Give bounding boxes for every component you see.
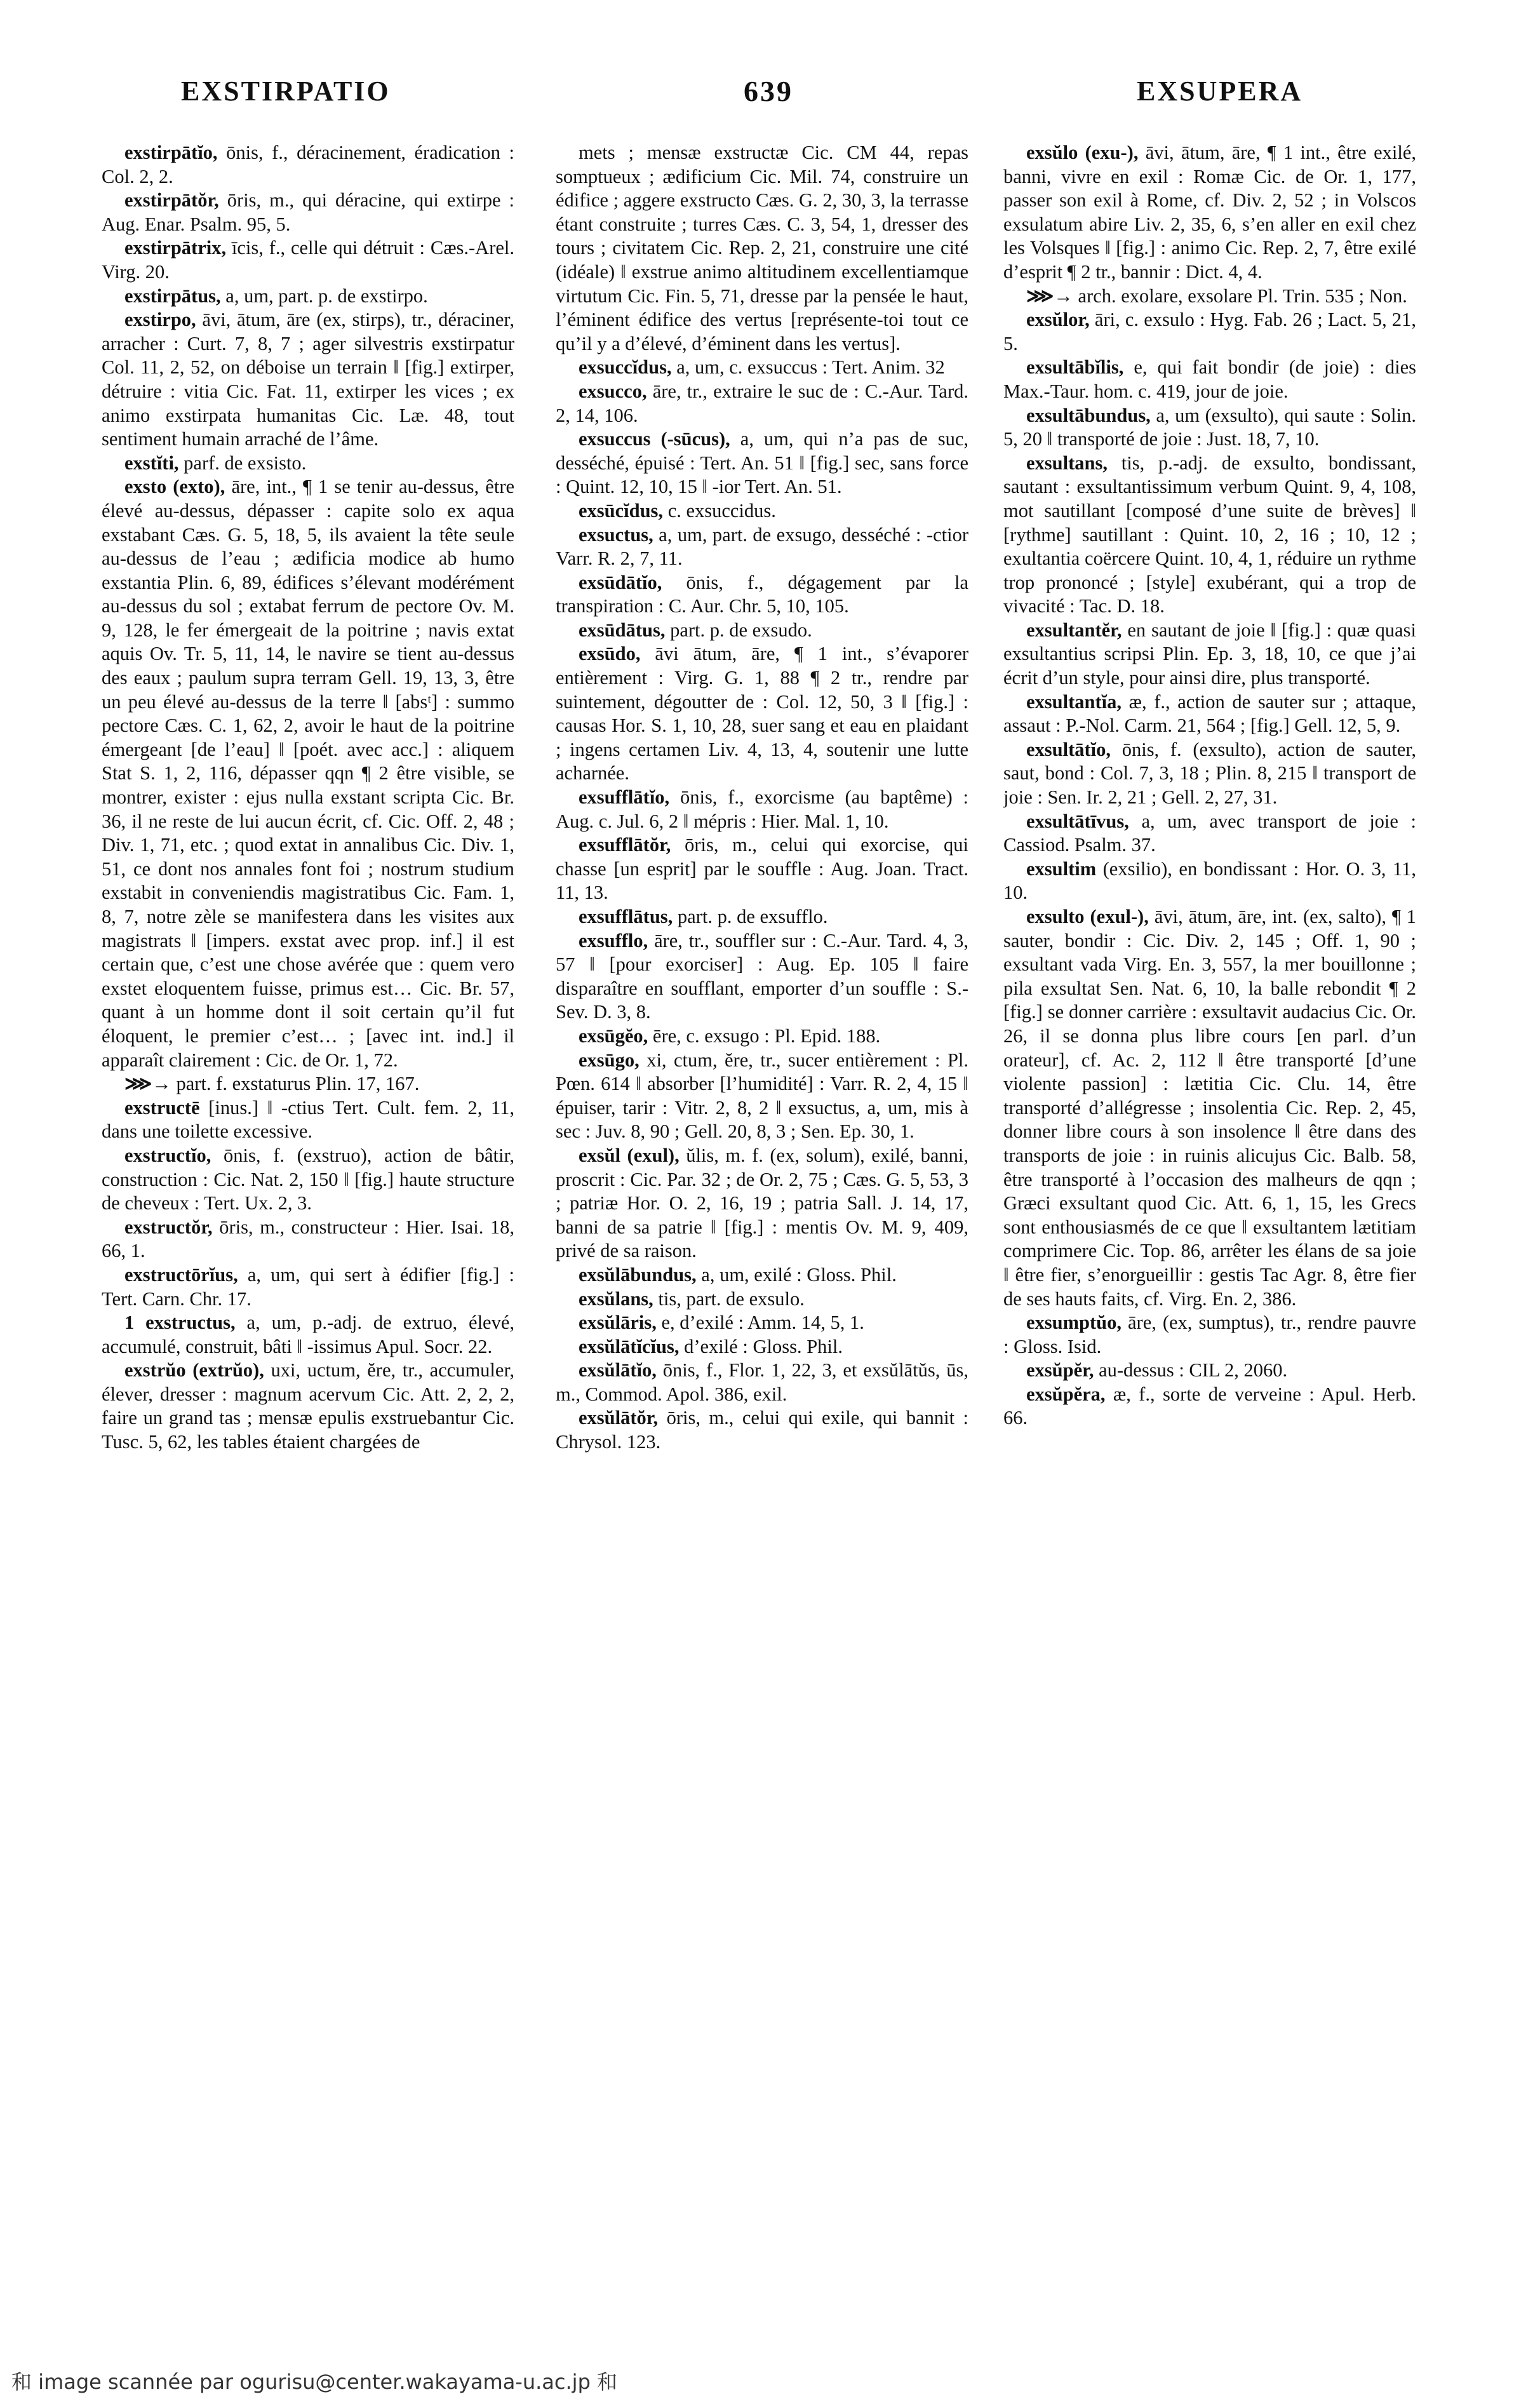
dictionary-entry <box>1003 356 1416 403</box>
entry-definition: āri, c. exsulo : Hyg. Fab. 26 ; Lact. 5, 21, 5. <box>1003 309 1416 354</box>
entry-definition: ōnis, f. (exstruo), action de bâtir, construction : Cic. Nat. 2, 150 ‖ [fig.] haute structure de cheveux : Tert. Ux. 2, 3. <box>102 1144 514 1214</box>
dictionary-entry <box>1003 452 1416 619</box>
entry-definition: ēre, c. exsugo : Pl. Epid. 188. <box>652 1025 881 1047</box>
entry-headword: exsŭlo (exu-), <box>1026 142 1139 163</box>
entry-definition: āre, tr., souffler sur : C.-Aur. Tard. 4, 3, 57 ‖ [pour exorciser] : Aug. Ep. 105 ‖ faire disparaître en soufflant, emporter d’un souffle : S.-Sev. D. 3, 8. <box>556 929 968 1023</box>
dictionary-entry <box>556 1144 968 1263</box>
entry-headword: exsultātīvus, <box>1026 810 1129 832</box>
dictionary-entry <box>102 285 514 309</box>
dictionary-entry <box>1003 141 1416 285</box>
dictionary-entry <box>556 523 968 571</box>
entry-headword: exsultantĕr, <box>1026 619 1122 641</box>
entry-definition: a, um, part. p. de exstirpo. <box>225 285 428 307</box>
entry-definition: a, um, exilé : Gloss. Phil. <box>701 1263 897 1286</box>
entry-definition: ōris, m., qui déracine, qui extirpe : Aug. Enar. Psalm. 95, 5. <box>102 189 514 235</box>
entry-headword: exsŭlātĭo, <box>579 1359 657 1381</box>
entry-headword: exsŭlātĭcĭus, <box>579 1335 680 1357</box>
entry-definition: xi, ctum, ĕre, tr., sucer entièrement : Pl. Pœn. 614 ‖ absorber [l’humidité] : Varr. R. 2, 4, 15 ‖ épuiser, tarir : Vitr. 2, 8, 2 ‖ exsuctus, a, um, mis à sec : Juv. 8, 90 ; Gell. 20, 8, 3 ; Sen. Ep. 30, 1. <box>556 1049 968 1143</box>
dictionary-entry <box>1003 404 1416 452</box>
entry-definition: a, um, p.-adj. de extruo, élevé, accumulé, construit, bâti ‖ -issimus Apul. Socr. 22. <box>102 1312 514 1357</box>
dictionary-entry <box>1003 857 1416 905</box>
entry-headword: exsufflātĭo, <box>579 786 670 809</box>
dictionary-entry <box>556 1359 968 1406</box>
entry-definition: ōris, m., constructeur : Hier. Isai. 18, 66, 1. <box>102 1216 514 1262</box>
dictionary-entry <box>102 1096 514 1144</box>
dictionary-entry <box>556 619 968 643</box>
entry-definition: ōnis, f., Flor. 1, 22, 3, et exsŭlātŭs, ūs, m., Commod. Apol. 386, exil. <box>556 1359 968 1405</box>
dictionary-entry <box>1003 619 1416 690</box>
entry-definition: īcis, f., celle qui détruit : Cæs.-Arel. Virg. 20. <box>102 237 514 283</box>
dictionary-entry <box>102 1359 514 1454</box>
entry-definition: parf. de exsisto. <box>184 452 307 474</box>
column-1 <box>102 141 514 2358</box>
entry-headword: exstructōrĭus, <box>124 1263 238 1286</box>
dictionary-entry <box>102 236 514 284</box>
dictionary-entry <box>556 356 968 380</box>
entry-definition: āvi, ātum, āre (ex, stirps), tr., déraciner, arracher : Curt. 7, 8, 7 ; ager silvestris exstirpatur Col. 11, 2, 52, on déboise un terrain ‖ [fig.] extirper, détruire : vitia Cic. Fat. 11, extirper les vices ; ex animo exstirpata humanitas Cic. Læ. 48, tout sentiment humain arraché de l’âme. <box>102 309 514 450</box>
entry-headword: exstrŭo (extrŭo), <box>124 1359 264 1381</box>
entry-headword: exsufflātŏr, <box>579 834 671 856</box>
entry-definition: a, um, avec transport de joie : Cassiod. Psalm. 37. <box>1003 810 1416 856</box>
dictionary-entry <box>556 1311 968 1335</box>
entry-definition: d’exilé : Gloss. Phil. <box>684 1335 843 1357</box>
entry-definition: ōris, m., celui qui exile, qui bannit : Chrysol. 123. <box>556 1407 968 1453</box>
entry-headword: exsuccĭdus, <box>579 356 672 379</box>
entry-definition: ōnis, f., dégagement par la transpiration : C. Aur. Chr. 5, 10, 105. <box>556 571 968 617</box>
dictionary-entry <box>556 571 968 619</box>
dictionary-entry <box>102 308 514 452</box>
entry-headword: exsulto (exul-), <box>1026 906 1149 927</box>
entry-headword: 1 exstructus, <box>124 1312 236 1334</box>
entry-definition: ōnis, f. (exsulto), action de sauter, saut, bond : Col. 7, 3, 18 ; Plin. 8, 215 ‖ transport de joie : Sen. Ir. 2, 21 ; Gell. 2, 27, 31. <box>1003 738 1416 809</box>
entry-definition: āvi, ātum, āre, int. (ex, salto), ¶ 1 sauter, bondir : Cic. Div. 2, 145 ; Off. 1, 90 ; exsultant vada Virg. En. 3, 557, la mer bouillonne ; pila exsultat Sen. Nat. 6, 10, la balle rebondit ¶ 2 [fig.] se donner carrière : exsultavit audacius Cic. Or. 26, il se donna plus libre cours [en parl. d’un orateur], cf. Ac. 2, 112 ‖ être transporté [d’une violente passion] : lætitia Cic. Clu. 14, être transporté d’allégresse ; insolentia Cic. Rep. 2, 45, donner libre cours à son insolence ‖ être dans des transports de joie : in ruinis alicujus Cic. Balb. 58, être transporté à l’occasion des malheurs de qqn ; Græci exsultant quod Cic. Att. 6, 1, 15, les Grecs sont enthousiasmés de ce que ‖ exsultantem lætitiam comprimere Cic. Top. 86, arrêter les élans de sa joie ‖ être fier, s’enorgueillir : gestis Tac Agr. 8, être fier de ses hauts faits, cf. Virg. En. 2, 386. <box>1003 906 1416 1310</box>
entry-headword: exstĭti, <box>124 452 179 474</box>
dictionary-entry <box>556 1335 968 1359</box>
entry-definition: e, d’exilé : Amm. 14, 5, 1. <box>661 1312 864 1334</box>
entry-definition: a, um (exsulto), qui saute : Solin. 5, 20 ‖ transporté de joie : Just. 18, 7, 10. <box>1003 404 1416 450</box>
dictionary-entry <box>556 1406 968 1454</box>
dictionary-entry <box>102 1311 514 1359</box>
entry-headword: exsumptŭo, <box>1026 1312 1122 1334</box>
entry-headword: exsūgĕo, <box>579 1025 648 1047</box>
entry-headword: exstructŏr, <box>124 1216 213 1238</box>
column-3 <box>1003 141 1416 2358</box>
entry-definition: āre, int., ¶ 1 se tenir au-dessus, être élevé au-dessus, dépasser : capite solo ex aqua exstabant Cæs. G. 5, 18, 5, ils avaient la tête seule au-dessus de l’eau ; ædificia modice ab humo exstantia Plin. 6, 89, édifices s’élevant modérément au-dessus du sol ; extabat ferrum de pectore Ov. M. 9, 128, le fer émergeait de la poitrine ; navis extat aquis Ov. Tr. 5, 11, 14, le navire se tient au-dessus des eaux ; paulum supra terram Gell. 19, 13, 3, être un peu élevé au-dessus de la terre ‖ [absᵗ] : summo pectore Cæs. C. 1, 62, 2, avoir le haut de la poitrine émergeant [de l’eau] ‖ [poét. avec acc.] : aliquem Stat S. 1, 2, 116, dépasser qqn ¶ 2 être visible, se montrer, exister : ejus nulla exstant scripta Cic. Br. 36, il ne reste de lui aucun écrit, cf. Cic. Off. 2, 48 ; Div. 1, 71, etc. ; quod extat in annalibus Cic. Div. 1, 51, ce dont nos annales font foi ; nostrum studium exstabit in conveniendis magistratibus Cic. Fam. 1, 8, 7, notre zèle se manifestera dans les visites aux magistrats ‖ [impers. exstat avec prop. inf.] il est certain que, c’est une chose avérée que : quem vero exstet eloquentem fuisse, primus est… Cic. Br. 57, quant à un homme dont il soit certain qu’il fut éloquent, le premier c’est… ; [avec int. ind.] il apparaît clairement : Cic. de Or. 1, 72. <box>102 476 514 1071</box>
entry-headword: exsuccus (-sūcus), <box>579 428 730 450</box>
dictionary-entry <box>556 1049 968 1144</box>
dictionary-entry <box>556 642 968 786</box>
entry-headword: exsŭlans, <box>579 1287 653 1310</box>
dictionary-entry <box>1003 905 1416 1311</box>
entry-definition: a, um, part. de exsugo, desséché : -ctior Varr. R. 2, 7, 11. <box>556 523 968 570</box>
entry-headword: exsūgo, <box>579 1049 639 1071</box>
dictionary-entry <box>102 452 514 476</box>
page-number: 639 <box>744 75 793 107</box>
entry-headword: exsuctus, <box>579 523 653 546</box>
dictionary-entry <box>102 1216 514 1263</box>
dictionary-entry <box>1003 1359 1416 1383</box>
entry-headword: exsufflo, <box>579 929 648 951</box>
entry-definition: āvi ātum, āre, ¶ 1 int., s’évaporer entièrement : Virg. G. 1, 88 ¶ 2 tr., rendre par suintement, dégoutter de : Col. 12, 50, 3 ‖ [fig.] : causas Hor. S. 1, 10, 28, suer sang et eau en plaidant ; ingens certamen Liv. 4, 13, 4, soutenir une lutte acharnée. <box>556 643 968 784</box>
entry-headword: exsŭlābundus, <box>579 1263 697 1286</box>
entry-headword: exsucco, <box>579 380 647 402</box>
dictionary-entry <box>102 141 514 189</box>
entry-headword: exsultantĭa, <box>1026 690 1122 713</box>
entry-headword: exsūdātus, <box>579 619 666 641</box>
dictionary-entry <box>556 786 968 833</box>
dictionary-entry <box>556 380 968 427</box>
dictionary-entry <box>1003 285 1416 309</box>
dictionary-entry <box>102 1072 514 1096</box>
column-2 <box>556 141 968 2358</box>
entry-headword: exsultātĭo, <box>1026 738 1111 760</box>
entry-definition: āre, (ex, sumptus), tr., rendre pauvre : Gloss. Isid. <box>1003 1312 1416 1357</box>
entry-definition: part. f. exstaturus Plin. 17, 167. <box>176 1073 420 1095</box>
entry-headword: exstirpātrix, <box>124 237 227 259</box>
dictionary-entry <box>1003 1311 1416 1359</box>
entry-headword: ⋙→ <box>124 1073 171 1095</box>
entry-definition: e, qui fait bondir (de joie) : dies Max.-Taur. hom. c. 419, jour de joie. <box>1003 356 1416 402</box>
dictionary-entry <box>556 499 968 523</box>
entry-headword: exsultābĭlis, <box>1026 356 1124 379</box>
entry-definition: ōnis, f., exorcisme (au baptême) : Aug. c. Jul. 6, 2 ‖ mépris : Hier. Mal. 1, 10. <box>556 786 968 832</box>
entry-headword: exstirpātus, <box>124 285 221 307</box>
entry-definition: mets ; mensæ exstructæ Cic. CM 44, repas somptueux ; ædificium Cic. Mil. 74, construire un édifice ; aggere exstructo Cæs. G. 2, 30, 3, la terrasse étant construite ; turres Cæs. C. 3, 54, 1, dresser des tours ; civitatem Cic. Rep. 2, 21, construire une cité (idéale) ‖ exstrue animo altitudinem excellentiamque virtutum Cic. Fin. 5, 71, dresse par la pensée le haut, l’éminent édifice des vertus [représente-toi tout ce qu’il y a d’élevé, d’éminent dans les vertus]. <box>556 142 968 354</box>
scan-credit-footer: 和 image scannée par ogurisu@center.wakayama-u.ac.jp 和 <box>11 2370 618 2394</box>
dictionary-entry <box>1003 810 1416 857</box>
entry-headword: ⋙→ <box>1026 285 1073 307</box>
entry-definition: a, um, qui n’a pas de suc, desséché, épuisé : Tert. An. 51 ‖ [fig.] sec, sans force : Quint. 12, 10, 15 ‖ -ior Tert. An. 51. <box>556 428 968 498</box>
entry-headword: exstructē <box>124 1096 200 1119</box>
entry-definition: part. p. de exsudo. <box>670 619 812 641</box>
entry-definition: en sautant de joie ‖ [fig.] : quæ quasi exsultantius scripsi Plin. Ep. 3, 18, 10, ce que j’ai écrit d’un style, pour ainsi dire, plus transporté. <box>1003 619 1416 689</box>
entry-definition: ŭlis, m. f. (ex, solum), exilé, banni, proscrit : Cic. Par. 32 ; de Or. 2, 75 ; Cæs. G. 5, 53, 3 ; patriæ Hor. O. 2, 16, 19 ; patria Sall. J. 14, 17, banni de sa patrie ‖ [fig.] : mentis Ov. M. 9, 409, privé de sa raison. <box>556 1144 968 1262</box>
dictionary-entry <box>102 1263 514 1311</box>
dictionary-entry <box>556 141 968 356</box>
entry-headword: exsultābundus, <box>1026 404 1151 426</box>
dictionary-entry <box>102 475 514 1072</box>
entry-definition: part. p. de exsufflo. <box>677 906 828 927</box>
entry-headword: exstirpo, <box>124 309 196 331</box>
entry-definition: c. exsuccidus. <box>667 499 776 521</box>
dictionary-entry <box>556 929 968 1025</box>
dictionary-entry <box>556 1263 968 1287</box>
dictionary-entry <box>556 1025 968 1049</box>
entry-headword: exstirpātĭo, <box>124 142 218 163</box>
entry-definition: a, um, qui sert à édifier [fig.] : Tert. Carn. Chr. 17. <box>102 1263 514 1310</box>
dictionary-entry <box>556 833 968 905</box>
entry-headword: exsultim <box>1026 857 1097 880</box>
entry-definition: ōnis, f., déracinement, éradication : Col. 2, 2. <box>102 142 514 187</box>
dictionary-entry <box>556 1287 968 1312</box>
dictionary-entry <box>1003 690 1416 738</box>
running-head-right: EXSUPERA <box>1137 76 1303 107</box>
entry-headword: exsūdo, <box>579 643 641 665</box>
entry-headword: exsūcĭdus, <box>579 499 664 521</box>
entry-definition: āre, tr., extraire le suc de : C.-Aur. Tard. 2, 14, 106. <box>556 380 968 426</box>
running-head-left: EXSTIRPATIO <box>181 76 391 107</box>
entry-headword: exsŭlāris, <box>579 1312 657 1334</box>
entry-headword: exsŭlātŏr, <box>579 1407 659 1429</box>
entry-headword: exsŭpĕra, <box>1026 1383 1106 1405</box>
entry-definition: tis, part. de exsulo. <box>658 1287 805 1310</box>
entry-headword: exsŭpĕr, <box>1026 1359 1094 1381</box>
entry-definition: tis, p.-adj. de exsulto, bondissant, sautant : exsultantissimum verbum Quint. 9, 4, 108, mot sautillant [composé d’une suite de brèves] ‖ [rythme] sautillant : Quint. 10, 2, 16 ; 10, 12 ; exultantia coërcere Quint. 10, 4, 1, réduire un rythme trop prononcé ; [style] exubérant, qui a trop de vivacité : Tac. D. 18. <box>1003 452 1416 617</box>
entry-definition: (exsilio), en bondissant : Hor. O. 3, 11, 10. <box>1003 857 1416 904</box>
entry-headword: exsultans, <box>1026 452 1108 474</box>
entry-headword: exsŭl (exul), <box>579 1144 680 1166</box>
entry-headword: exsŭlor, <box>1026 309 1090 331</box>
entry-definition: arch. exolare, exsolare Pl. Trin. 535 ; Non. <box>1078 285 1407 307</box>
entry-headword: exsufflātus, <box>579 906 673 927</box>
dictionary-entry <box>1003 308 1416 356</box>
entry-headword: exstructĭo, <box>124 1144 211 1166</box>
dictionary-entry <box>102 189 514 236</box>
entry-definition: æ, f., sorte de verveine : Apul. Herb. 66. <box>1003 1383 1416 1429</box>
entry-headword: exsūdātĭo, <box>579 571 662 593</box>
entry-definition: a, um, c. exsuccus : Tert. Anim. 32 <box>676 356 945 379</box>
entry-definition: uxi, uctum, ĕre, tr., accumuler, élever, dresser : magnum acervum Cic. Att. 2, 2, 2, faire un grand tas ; mensæ epulis exstruebantur Cic. Tusc. 5, 62, les tables étaient chargées de <box>102 1359 514 1453</box>
entry-definition: æ, f., action de sauter sur ; attaque, assaut : P.-Nol. Carm. 21, 564 ; [fig.] Gell. 12, 5, 9. <box>1003 690 1416 737</box>
entry-definition: āvi, ātum, āre, ¶ 1 int., être exilé, banni, vivre en exil : Romæ Cic. de Or. 1, 177, passer son exil à Rome, cf. Div. 2, 52 ; in Volscos exsulatum abire Liv. 2, 35, 6, s’en aller en exil chez les Volsques ‖ [fig.] : animo Cic. Rep. 2, 7, être exilé d’esprit ¶ 2 tr., bannir : Dict. 4, 4. <box>1003 142 1416 283</box>
entry-headword: exsto (exto), <box>124 476 225 498</box>
entry-definition: au-dessus : CIL 2, 2060. <box>1099 1359 1288 1381</box>
entry-definition: ōris, m., celui qui exorcise, qui chasse [un esprit] par le souffle : Aug. Joan. Tract. 11, 13. <box>556 834 968 904</box>
dictionary-entry <box>556 427 968 499</box>
entry-headword: exstirpātŏr, <box>124 189 219 212</box>
dictionary-entry <box>556 905 968 929</box>
dictionary-entry <box>1003 738 1416 810</box>
entry-definition: [inus.] ‖ -ctius Tert. Cult. fem. 2, 11, dans une toilette excessive. <box>102 1096 514 1143</box>
dictionary-entry <box>102 1144 514 1216</box>
dictionary-entry <box>1003 1383 1416 1430</box>
